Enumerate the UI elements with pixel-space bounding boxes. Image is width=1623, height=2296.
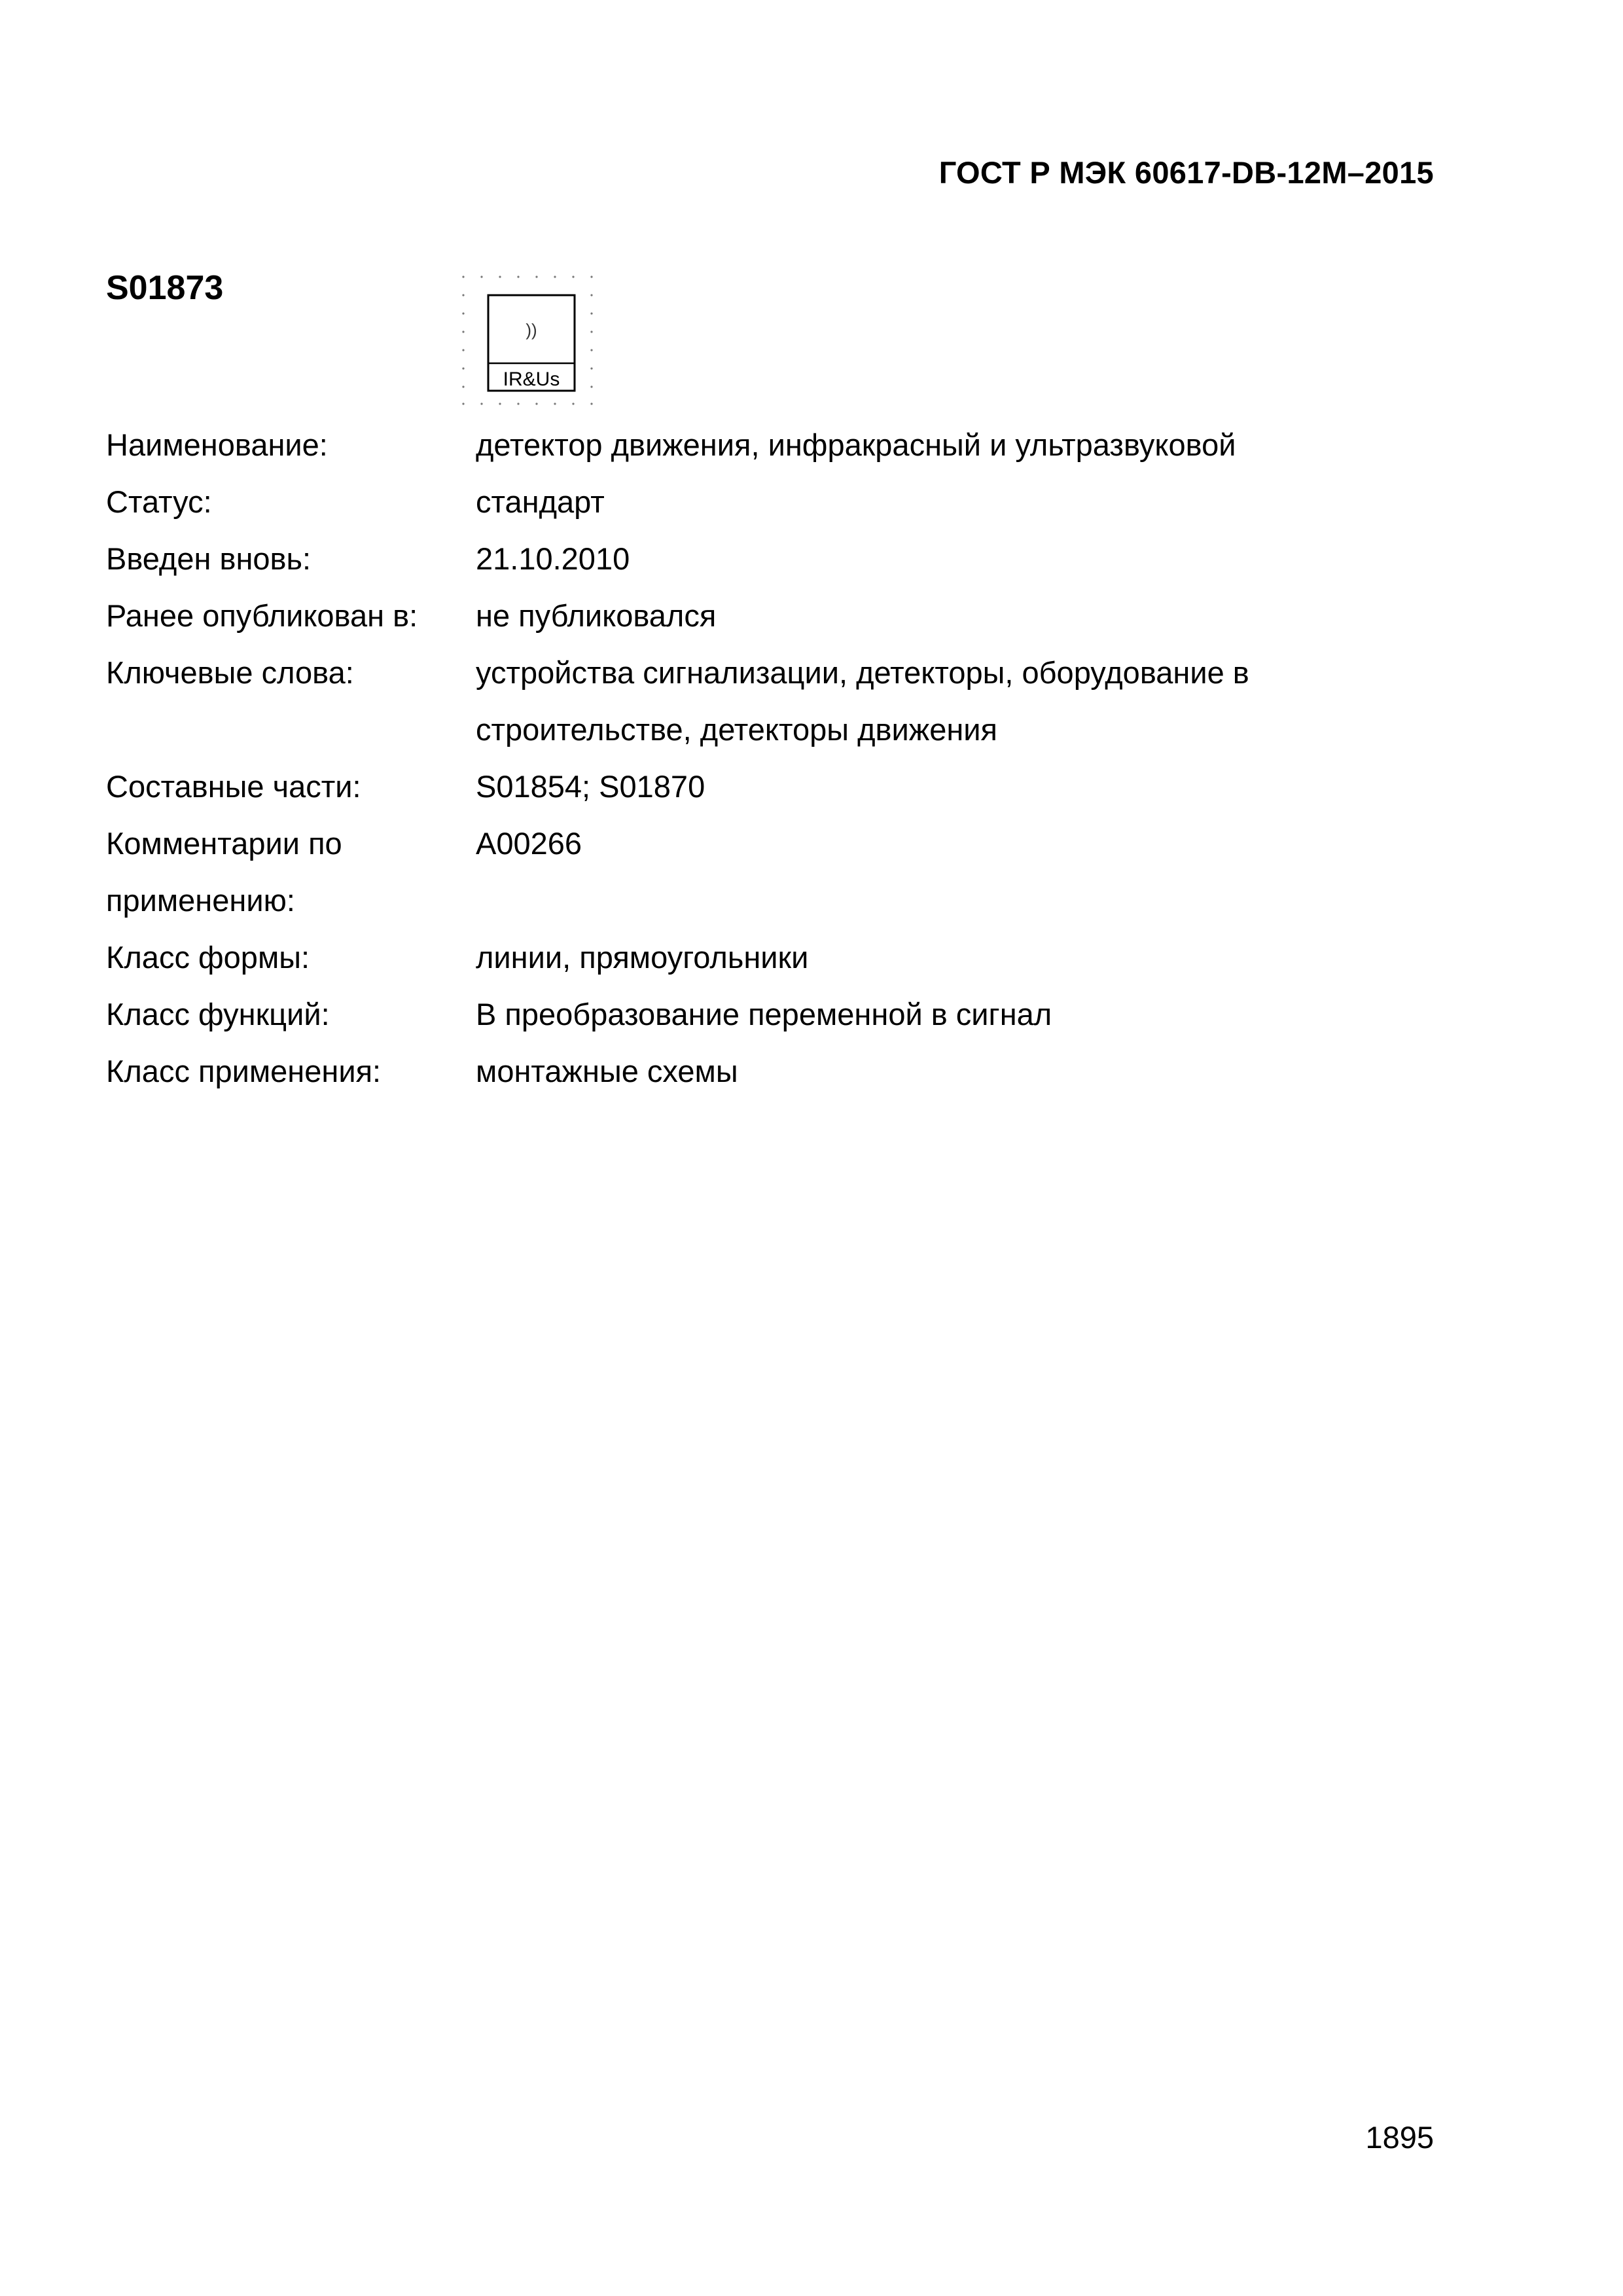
property-value: устройства сигнализации, детекторы, оборудование в строительстве, детекторы движения xyxy=(476,655,1249,747)
property-label: Класс формы: xyxy=(106,940,310,975)
symbol-label: IR&Us xyxy=(503,368,560,390)
page-number: 1895 xyxy=(1365,2120,1434,2155)
property-row xyxy=(106,587,1448,644)
property-row xyxy=(106,530,1448,587)
property-value: монтажные схемы xyxy=(476,1054,738,1088)
property-value: B преобразование переменной в сигнал xyxy=(476,997,1052,1031)
property-value: 21.10.2010 xyxy=(476,541,630,576)
property-value: детектор движения, инфракрасный и ультразвуковой xyxy=(476,427,1236,462)
property-value: линии, прямоугольники xyxy=(476,940,809,975)
property-label: Введен вновь: xyxy=(106,541,312,576)
properties-table xyxy=(106,416,1448,1100)
property-label: Ключевые слова: xyxy=(106,655,354,690)
property-row xyxy=(106,815,1448,929)
property-value: S01854; S01870 xyxy=(476,769,705,804)
symbol-figure xyxy=(458,272,601,409)
symbol-glyph: )) xyxy=(526,320,537,340)
property-label: Комментарии по применению: xyxy=(106,826,342,918)
property-label: Ранее опубликован в: xyxy=(106,598,418,633)
property-row xyxy=(106,929,1448,986)
property-row xyxy=(106,416,1448,473)
property-label: Класс функций: xyxy=(106,997,330,1031)
property-row xyxy=(106,1043,1448,1100)
property-row xyxy=(106,758,1448,815)
property-row xyxy=(106,473,1448,530)
property-row xyxy=(106,986,1448,1043)
property-label: Наименование: xyxy=(106,427,328,462)
standard-header: ГОСТ Р МЭК 60617-DB-12M–2015 xyxy=(938,155,1434,190)
property-value: не публиковался xyxy=(476,598,717,633)
property-row xyxy=(106,644,1448,758)
property-label: Класс применения: xyxy=(106,1054,382,1088)
symbol-id: S01873 xyxy=(106,269,224,307)
property-value: A00266 xyxy=(476,826,582,861)
property-label: Статус: xyxy=(106,484,212,519)
property-label: Составные части: xyxy=(106,769,361,804)
property-value: стандарт xyxy=(476,484,605,519)
